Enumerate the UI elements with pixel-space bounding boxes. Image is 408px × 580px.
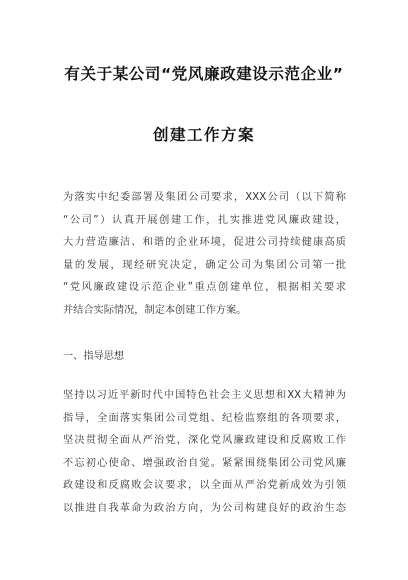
document-subtitle: 创建工作方案	[152, 126, 255, 144]
paragraph-line: 量的发展，现经研究决定，确定公司为集团公司第一批	[63, 259, 346, 271]
paragraph-line: 并结合实际情况，制定本创建工作方案。	[63, 304, 247, 316]
paragraph-line: 坚持以习近平新时代中国特色社会主义思想和XX大精神为	[63, 390, 346, 401]
paragraph-line: 以推进自我革命为政治方向，为公司构建良好的政治生态	[63, 502, 346, 514]
paragraph-line: 大力营造廉洁、和谐的企业环境，促进公司持续健康高质	[63, 237, 346, 249]
document-title: 有关于某公司“党风廉政建设示范企业”	[64, 65, 344, 83]
paragraph-line: “公司”）认真开展创建工作，扎实推进党风廉政建设，	[63, 214, 346, 226]
paragraph-line: 指导，全面落实集团公司党组、纪检监察组的各项要求，	[63, 412, 346, 424]
paragraph-line: 坚决贯彻全面从严治党，深化党风廉政建设和反腐败工作	[63, 435, 346, 447]
paragraph-line: 政建设和反腐败会议要求，以全面从严治党新成效为引领	[63, 480, 346, 492]
section-heading: 一、指导思想	[63, 351, 125, 362]
intro-paragraph	[63, 187, 346, 323]
paragraph-line: “党风廉政建设示范企业”重点创建单位，根据相关要求	[63, 282, 346, 294]
guiding-ideology-paragraph	[63, 385, 346, 521]
paragraph-line: 不忘初心使命、增强政治自觉。紧紧围绕集团公司党风廉	[63, 457, 346, 469]
paragraph-line: 为落实中纪委部署及集团公司要求，XXX公司（以下简称	[63, 192, 346, 203]
